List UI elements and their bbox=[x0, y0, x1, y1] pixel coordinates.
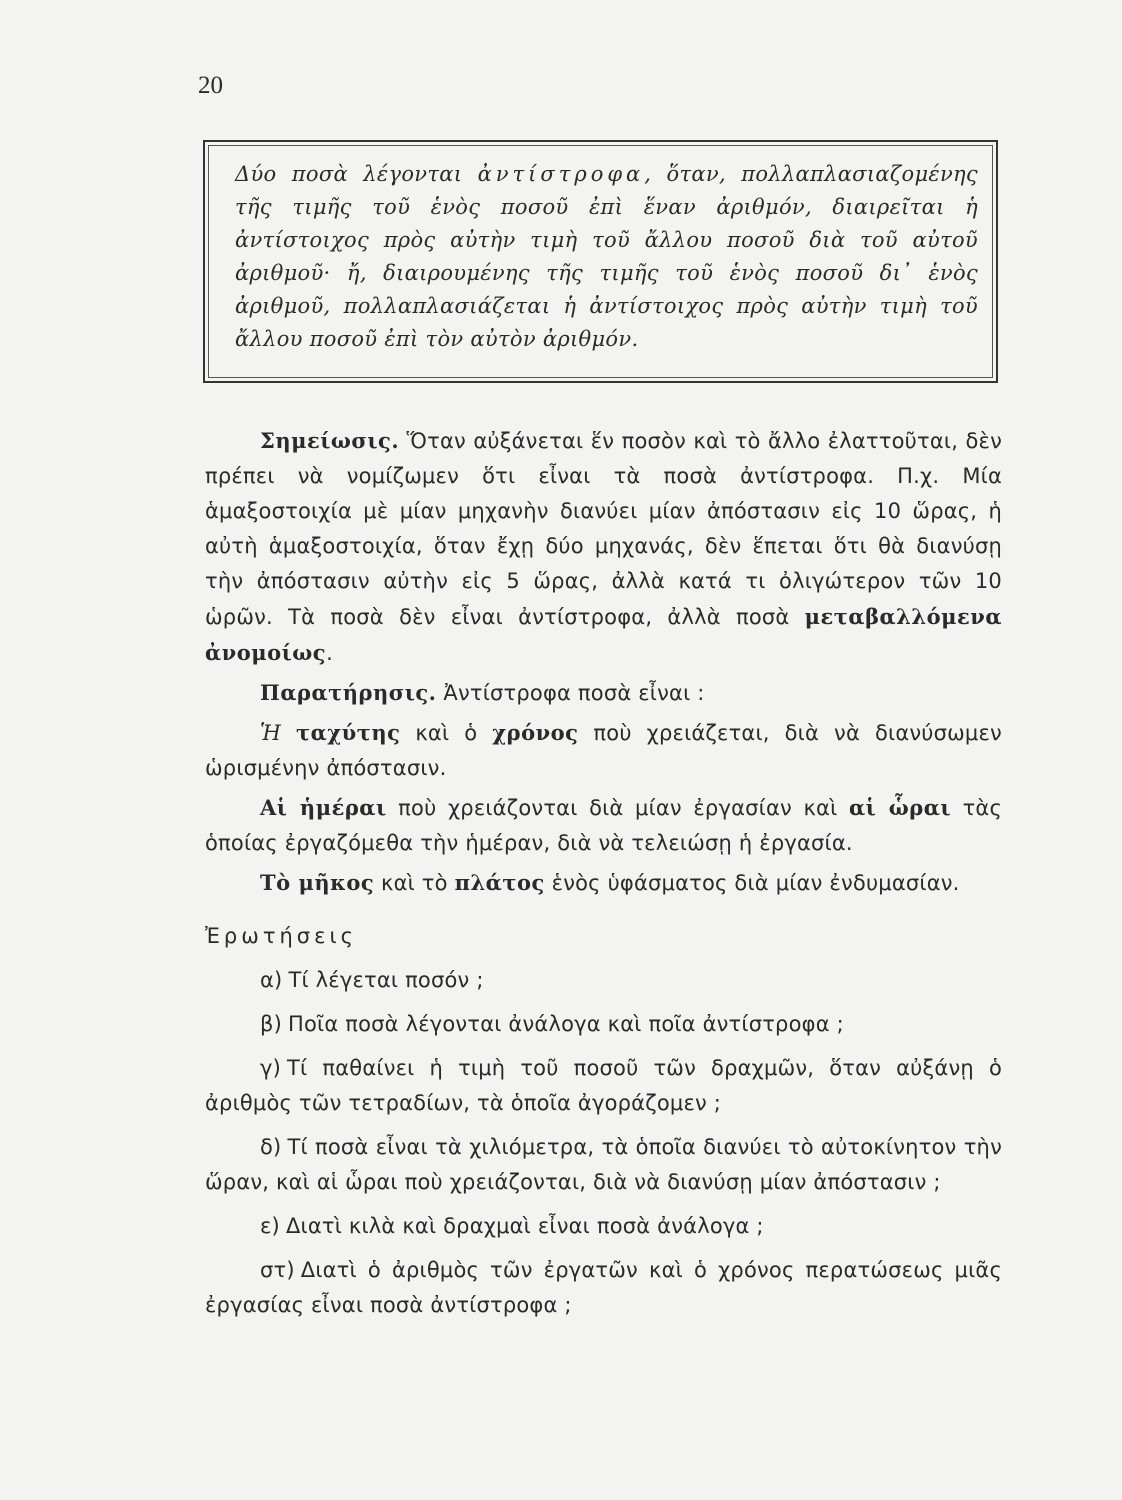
page-number: 20 bbox=[198, 72, 223, 99]
question-item bbox=[205, 1007, 1002, 1042]
remark-label: Παρατήρησις. bbox=[260, 680, 437, 705]
question-label: δ) bbox=[260, 1135, 282, 1159]
question-item bbox=[205, 1209, 1002, 1244]
questions-section bbox=[205, 919, 1002, 1323]
example-3-part: ἑνὸς ὑφάσματος διὰ μίαν ἐνδυμασίαν. bbox=[544, 871, 960, 895]
question-text: Ποῖα ποσὰ λέγονται ἀνάλογα καὶ ποῖα ἀντίστροφα ; bbox=[288, 1012, 844, 1036]
question-label: στ) bbox=[260, 1258, 295, 1282]
example-2-part: αἱ ὧραι bbox=[848, 795, 952, 820]
example-3-part: καὶ τὸ bbox=[374, 871, 455, 895]
questions-heading: Ἐρωτήσεις bbox=[205, 924, 357, 948]
questions-list bbox=[205, 963, 1002, 1323]
question-label: ε) bbox=[260, 1214, 280, 1238]
example-3 bbox=[205, 865, 1002, 901]
note-emphasis: μεταβαλλόμενα ἀνομοίως bbox=[205, 604, 1002, 665]
example-1-part: καὶ ὁ bbox=[400, 721, 493, 745]
example-1-part: χρόνος bbox=[492, 720, 579, 745]
question-label: α) bbox=[260, 968, 283, 992]
question-item bbox=[205, 1051, 1002, 1121]
note-label: Σημείωσις. bbox=[260, 428, 400, 453]
definition-rest: , ὅταν, πολλαπλασιαζομένης τῆς τιμῆς τοῦ ἑνὸς ποσοῦ ἐπὶ ἕναν ἀριθμόν, διαιρεῖται ἡ ἀντίστοιχος πρὸς αὐτὴν τιμὴ τοῦ ἄλλου ποσοῦ διὰ τοῦ αὐτοῦ ἀριθμοῦ· ἤ, διαιρουμένης τῆς τιμῆς τοῦ ἑνὸς ποσοῦ δι᾽ ἑνὸς ἀριθμοῦ, πολλαπλασιάζεται ἡ ἀντίστοιχος πρὸς αὐτὴν τιμὴ τοῦ ἄλλου ποσοῦ ἐπὶ τὸν αὐτὸν ἀριθμόν. bbox=[235, 162, 978, 351]
note-section bbox=[205, 423, 1002, 901]
definition-lead: Δύο ποσὰ λέγονται bbox=[235, 162, 463, 186]
example-1-part: ποὺ χρειάζεται, διὰ νὰ διανύσωμεν ὡρισμένην ἀπόστασιν. bbox=[205, 721, 1002, 780]
example-3-part: πλάτος bbox=[454, 870, 545, 895]
remark-paragraph bbox=[205, 675, 1002, 711]
definition-text bbox=[235, 158, 978, 356]
example-2 bbox=[205, 790, 1002, 861]
question-text: Διατὶ ὁ ἀριθμὸς τῶν ἐργατῶν καὶ ὁ χρόνος περατώσεως μιᾶς ἐργασίας εἶναι ποσὰ ἀντίστροφα ; bbox=[205, 1258, 1002, 1317]
note-paragraph bbox=[205, 423, 1002, 671]
question-label: γ) bbox=[260, 1056, 282, 1080]
example-2-part: τὰς ὁποίας ἐργαζόμεθα τὴν ἡμέραν, διὰ νὰ τελειώσῃ ἡ ἐργασία. bbox=[205, 796, 1002, 855]
question-item bbox=[205, 963, 1002, 998]
question-text: Τί λέγεται ποσόν ; bbox=[288, 968, 484, 992]
question-text: Διατὶ κιλὰ καὶ δραχμαὶ εἶναι ποσὰ ἀνάλογα ; bbox=[285, 1214, 764, 1238]
question-label: β) bbox=[260, 1012, 282, 1036]
question-item bbox=[205, 1130, 1002, 1200]
definition-box bbox=[203, 140, 998, 383]
example-2-part: Αἱ ἡμέραι bbox=[260, 795, 387, 820]
definition-term: ἀντίστροφα bbox=[477, 162, 645, 186]
note-end: . bbox=[326, 641, 333, 665]
example-3-part: Τὸ μῆκος bbox=[260, 870, 375, 895]
remark-text: Ἀντίστροφα ποσὰ εἶναι : bbox=[436, 681, 705, 705]
example-1-part: ταχύτης bbox=[296, 720, 401, 745]
question-text: Τί παθαίνει ἡ τιμὴ τοῦ ποσοῦ τῶν δραχμῶν, ὅταν αὐξάνῃ ὁ ἀριθμὸς τῶν τετραδίων, τὰ ὁποῖα ἀγοράζομεν ; bbox=[205, 1056, 1002, 1115]
example-1 bbox=[205, 715, 1002, 786]
example-2-part: ποὺ χρειάζονται διὰ μίαν ἐργασίαν καὶ bbox=[386, 796, 849, 820]
note-text: Ὅταν αὐξάνεται ἕν ποσὸν καὶ τὸ ἄλλο ἐλαττοῦται, δὲν πρέπει νὰ νομίζωμεν ὅτι εἶναι τὰ ποσὰ ἀντίστροφα. Π.χ. Μία ἁμαξοστοιχία μὲ μίαν μηχανὴν διανύει μίαν ἀπόστασιν εἰς 10 ὥρας, ἡ αὐτὴ ἁμαξοστοιχία, ὅταν ἔχῃ δύο μηχανάς, δὲν ἕπεται ὅτι θὰ διανύσῃ τὴν ἀπόστασιν αὐτὴν εἰς 5 ὥρας, ἀλλὰ κατά τι ὀλιγώτερον τῶν 10 ὡρῶν. Τὰ ποσὰ δὲν εἶναι ἀντίστροφα, ἀλλὰ ποσὰ bbox=[205, 429, 1002, 629]
question-text: Τί ποσὰ εἶναι τὰ χιλιόμετρα, τὰ ὁποῖα διανύει τὸ αὐτοκίνητον τὴν ὥραν, καὶ αἱ ὧραι ποὺ χρειάζονται, διὰ νὰ διανύσῃ μίαν ἀπόστασιν ; bbox=[205, 1135, 1002, 1194]
question-item bbox=[205, 1253, 1002, 1323]
example-1-part: Ἡ bbox=[260, 721, 297, 745]
